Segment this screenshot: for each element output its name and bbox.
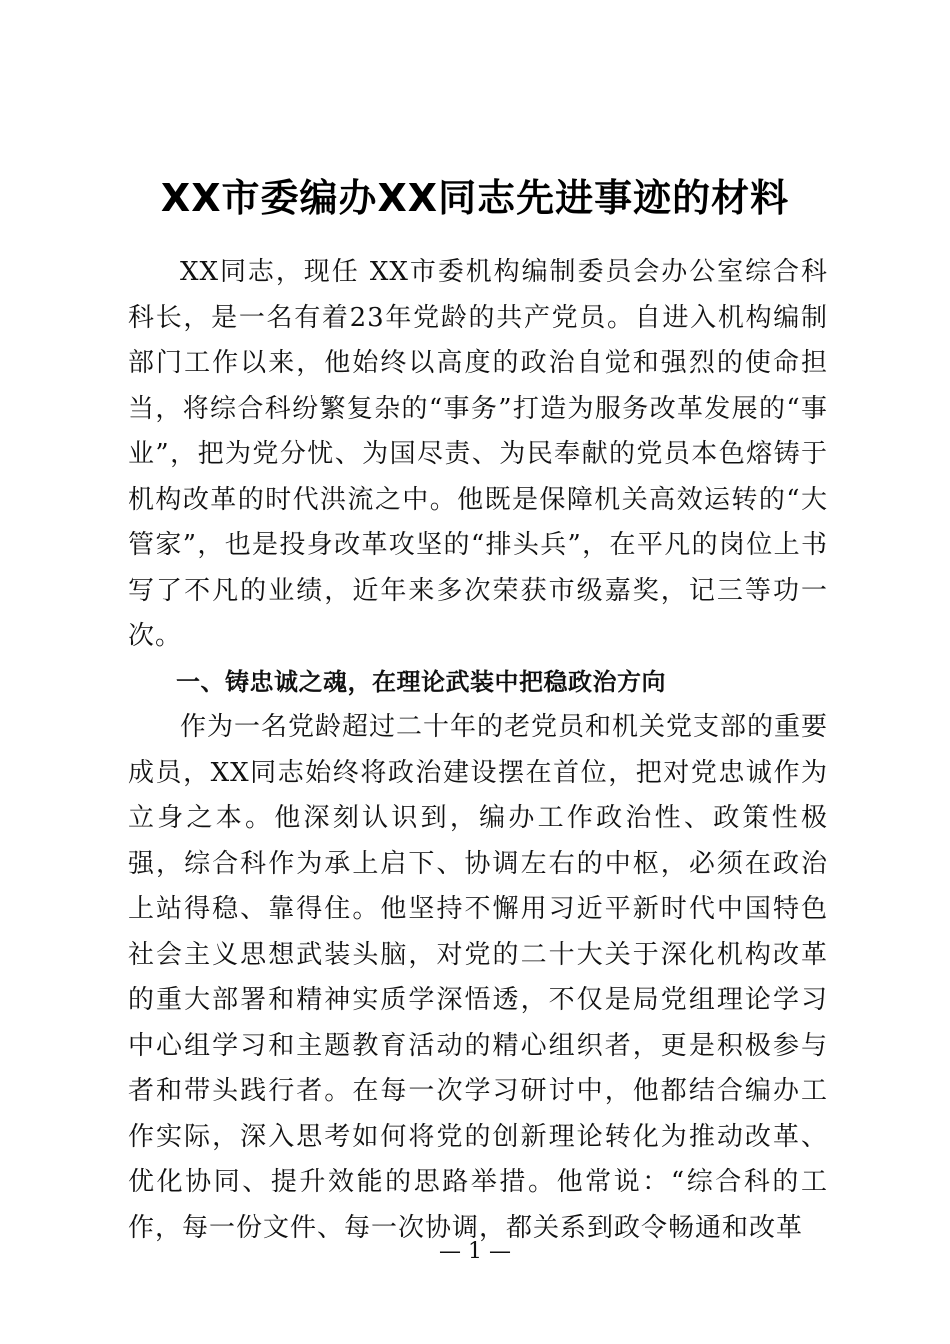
page-number: — 1 —: [439, 1239, 511, 1264]
intro-paragraph: XX同志，现任 XX市委机构编制委员会办公室综合科科长，是一名有着23年党龄的共产党员。自进入机构编制部门工作以来，他始终以高度的政治自觉和强烈的使命担当，将综合科纷繁复杂的“事务”打造为服务改革发展的“事业”，把为党分忧、为国尽责、为民奉献的党员本色熔铸于机构改革的时代洪流之中。他既是保障机关高效运转的“大管家”，也是投身改革攻坚的“排头兵”，在平凡的岗位上书写了不凡的业绩，近年来多次荣获市级嘉奖，记三等功一次。: [128, 257, 828, 651]
document-body: [128, 250, 828, 1251]
document-title: XX市委编办XX同志先进事迹的材料: [160, 176, 790, 220]
section-heading: 一、铸忠诚之魂，在理论武装中把稳政治方向: [176, 667, 666, 696]
section-paragraph: 作为一名党龄超过二十年的老党员和机关党支部的重要成员，XX同志始终将政治建设摆在首位，把对党忠诚作为立身之本。他深刻认识到，编办工作政治性、政策性极强，综合科作为承上启下、协调左右的中枢，必须在政治上站得稳、靠得住。他坚持不懈用习近平新时代中国特色社会主义思想武装头脑，对党的二十大关于深化机构改革的重大部署和精神实质学深悟透，不仅是局党组理论学习中心组学习和主题教育活动的精心组织者，更是积极参与者和带头践行者。在每一次学习研讨中，他都结合编办工作实际，深入思考如何将党的创新理论转化为推动改革、优化协同、提升效能的思路举措。他常说：“综合科的工作，每一份文件、每一次协调，都关系到政令畅通和改革: [128, 712, 829, 1243]
